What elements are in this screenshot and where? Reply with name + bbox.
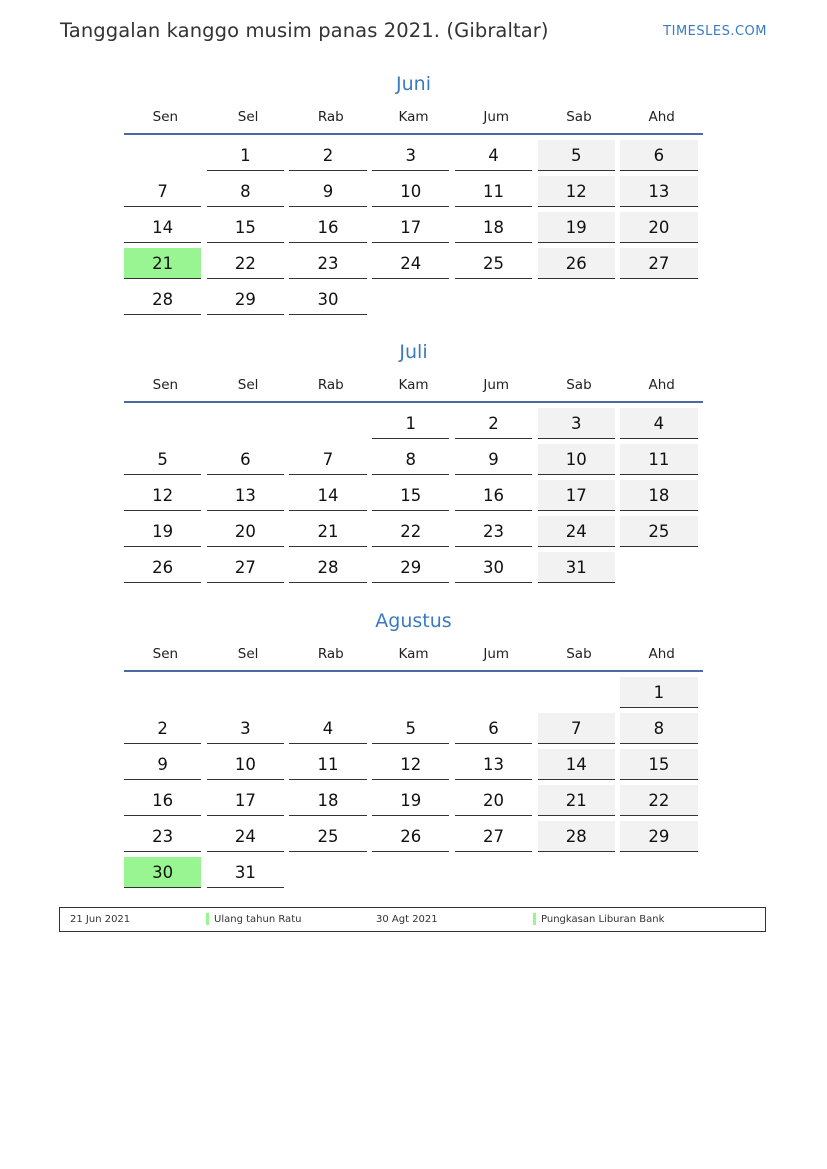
- day-cell[interactable]: 19: [124, 516, 201, 547]
- day-cell[interactable]: 21: [538, 785, 615, 816]
- day-cell[interactable]: 25: [620, 516, 697, 547]
- week-row: [124, 140, 703, 176]
- day-cell[interactable]: 4: [620, 408, 697, 439]
- weekday-label: Kam: [398, 109, 429, 125]
- day-cell[interactable]: 31: [538, 552, 615, 583]
- day-cell[interactable]: 3: [372, 140, 449, 171]
- weekday-header: [124, 108, 703, 135]
- day-cell[interactable]: 19: [372, 785, 449, 816]
- month-name: Juli: [399, 341, 428, 363]
- day-cell[interactable]: 30: [455, 552, 532, 583]
- legend-date: 30 Agt 2021: [376, 914, 438, 925]
- week-row: [124, 857, 703, 893]
- weekday-label: Sel: [237, 109, 259, 125]
- day-cell[interactable]: 29: [207, 284, 284, 315]
- weekday-label: Ahd: [648, 646, 675, 662]
- day-cell[interactable]: 24: [372, 248, 449, 279]
- day-cell[interactable]: 6: [207, 444, 284, 475]
- month-name: Agustus: [375, 610, 452, 632]
- day-cell[interactable]: 25: [289, 821, 366, 852]
- day-cell[interactable]: 16: [124, 785, 201, 816]
- day-cell[interactable]: 28: [289, 552, 366, 583]
- day-cell[interactable]: 7: [538, 713, 615, 744]
- week-row: [124, 480, 703, 516]
- page-title: Tanggalan kanggo musim panas 2021. (Gibraltar): [60, 19, 549, 42]
- day-cell[interactable]: 14: [289, 480, 366, 511]
- day-cell[interactable]: 31: [207, 857, 284, 888]
- day-cell[interactable]: 5: [124, 444, 201, 475]
- month-juli: [124, 338, 703, 588]
- day-cell[interactable]: 1: [620, 677, 697, 708]
- day-cell[interactable]: 18: [289, 785, 366, 816]
- empty-cell: [124, 677, 201, 708]
- empty-cell: [538, 857, 615, 888]
- day-cell[interactable]: 13: [620, 176, 697, 207]
- empty-cell: [207, 408, 284, 439]
- day-cell[interactable]: 2: [455, 408, 532, 439]
- empty-cell: [372, 284, 449, 315]
- day-cell[interactable]: 10: [372, 176, 449, 207]
- week-row: [124, 552, 703, 588]
- day-cell[interactable]: 20: [455, 785, 532, 816]
- day-cell[interactable]: 19: [538, 212, 615, 243]
- day-cell[interactable]: 11: [620, 444, 697, 475]
- day-cell[interactable]: 27: [620, 248, 697, 279]
- week-row: [124, 212, 703, 248]
- day-cell[interactable]: 14: [538, 749, 615, 780]
- weekday-label: Sab: [566, 646, 592, 662]
- day-cell[interactable]: 9: [124, 749, 201, 780]
- day-cell[interactable]: 23: [124, 821, 201, 852]
- empty-cell: [620, 857, 697, 888]
- day-cell[interactable]: 29: [372, 552, 449, 583]
- day-cell[interactable]: 11: [289, 749, 366, 780]
- weekday-label: Rab: [317, 377, 344, 393]
- weekday-label: Rab: [317, 646, 344, 662]
- empty-cell: [620, 552, 697, 583]
- weekday-label: Sab: [566, 377, 592, 393]
- legend-label: Pungkasan Liburan Bank: [541, 914, 665, 925]
- empty-cell: [455, 284, 532, 315]
- weekday-header: [124, 376, 703, 403]
- day-cell[interactable]: 20: [620, 212, 697, 243]
- weekday-label: Kam: [398, 377, 429, 393]
- week-row: [124, 444, 703, 480]
- day-cell[interactable]: 5: [538, 140, 615, 171]
- day-cell[interactable]: 18: [455, 212, 532, 243]
- legend-label: Ulang tahun Ratu: [214, 914, 302, 925]
- day-cell[interactable]: 22: [207, 248, 284, 279]
- day-cell[interactable]: 8: [207, 176, 284, 207]
- empty-cell: [620, 284, 697, 315]
- weekday-label: Sen: [152, 646, 179, 662]
- week-row: [124, 713, 703, 749]
- legend-date: 21 Jun 2021: [70, 914, 131, 925]
- day-cell[interactable]: 23: [455, 516, 532, 547]
- day-cell[interactable]: 21: [289, 516, 366, 547]
- empty-cell: [124, 140, 201, 171]
- day-cell[interactable]: 24: [207, 821, 284, 852]
- day-cell[interactable]: 24: [538, 516, 615, 547]
- day-cell[interactable]: 12: [124, 480, 201, 511]
- empty-cell: [538, 284, 615, 315]
- day-cell[interactable]: 17: [538, 480, 615, 511]
- empty-cell: [455, 857, 532, 888]
- day-cell[interactable]: 6: [455, 713, 532, 744]
- weekday-label: Sen: [152, 377, 179, 393]
- month-name: Juni: [396, 73, 431, 95]
- empty-cell: [372, 677, 449, 708]
- empty-cell: [538, 677, 615, 708]
- brand-link[interactable]: TIMESLES.COM: [663, 24, 767, 39]
- empty-cell: [372, 857, 449, 888]
- day-cell[interactable]: 16: [289, 212, 366, 243]
- day-cell[interactable]: 30: [289, 284, 366, 315]
- day-cell[interactable]: 28: [538, 821, 615, 852]
- empty-cell: [207, 677, 284, 708]
- empty-cell: [455, 677, 532, 708]
- day-cell[interactable]: 17: [207, 785, 284, 816]
- day-cell[interactable]: 3: [207, 713, 284, 744]
- week-row: [124, 408, 703, 444]
- day-cell[interactable]: 2: [124, 713, 201, 744]
- empty-cell: [289, 408, 366, 439]
- weekday-label: Jum: [483, 646, 510, 662]
- day-cell[interactable]: 3: [538, 408, 615, 439]
- weekday-label: Ahd: [648, 109, 675, 125]
- day-cell[interactable]: 26: [124, 552, 201, 583]
- day-cell[interactable]: 27: [455, 821, 532, 852]
- weekday-label: Ahd: [648, 377, 675, 393]
- day-cell[interactable]: 11: [455, 176, 532, 207]
- day-cell[interactable]: 28: [124, 284, 201, 315]
- weekday-label: Rab: [317, 109, 344, 125]
- weekday-label: Sen: [152, 109, 179, 125]
- day-cell[interactable]: 12: [538, 176, 615, 207]
- holiday-legend: [59, 907, 766, 932]
- day-cell[interactable]: 15: [207, 212, 284, 243]
- day-cell[interactable]: 29: [620, 821, 697, 852]
- day-cell[interactable]: 10: [207, 749, 284, 780]
- day-cell[interactable]: 5: [372, 713, 449, 744]
- empty-cell: [289, 677, 366, 708]
- day-cell[interactable]: 14: [124, 212, 201, 243]
- day-cell[interactable]: 7: [124, 176, 201, 207]
- day-cell[interactable]: 22: [372, 516, 449, 547]
- day-cell[interactable]: 26: [538, 248, 615, 279]
- week-row: [124, 677, 703, 713]
- day-cell[interactable]: 13: [207, 480, 284, 511]
- holiday-day-cell[interactable]: 30: [124, 857, 201, 888]
- week-row: [124, 516, 703, 552]
- holiday-day-cell[interactable]: 21: [124, 248, 201, 279]
- day-cell[interactable]: 7: [289, 444, 366, 475]
- day-cell[interactable]: 15: [620, 749, 697, 780]
- day-cell[interactable]: 16: [455, 480, 532, 511]
- day-cell[interactable]: 4: [455, 140, 532, 171]
- day-cell[interactable]: 25: [455, 248, 532, 279]
- weekday-label: Sel: [237, 377, 259, 393]
- day-cell[interactable]: 27: [207, 552, 284, 583]
- empty-cell: [289, 857, 366, 888]
- day-cell[interactable]: 8: [372, 444, 449, 475]
- day-cell[interactable]: 2: [289, 140, 366, 171]
- holiday-color-mark: [206, 913, 209, 925]
- day-cell[interactable]: 9: [455, 444, 532, 475]
- weekday-label: Jum: [483, 377, 510, 393]
- month-agustus: [124, 607, 703, 893]
- week-row: [124, 821, 703, 857]
- day-cell[interactable]: 6: [620, 140, 697, 171]
- week-row: [124, 785, 703, 821]
- day-cell[interactable]: 17: [372, 212, 449, 243]
- day-cell[interactable]: 15: [372, 480, 449, 511]
- weekday-header: [124, 645, 703, 672]
- day-cell[interactable]: 1: [372, 408, 449, 439]
- day-cell[interactable]: 9: [289, 176, 366, 207]
- weekday-label: Sel: [237, 646, 259, 662]
- day-cell[interactable]: 23: [289, 248, 366, 279]
- day-cell[interactable]: 13: [455, 749, 532, 780]
- day-cell[interactable]: 20: [207, 516, 284, 547]
- holiday-color-mark: [533, 913, 536, 925]
- weekday-label: Sab: [566, 109, 592, 125]
- month-juni: [124, 70, 703, 320]
- empty-cell: [124, 408, 201, 439]
- day-cell[interactable]: 1: [207, 140, 284, 171]
- day-cell[interactable]: 12: [372, 749, 449, 780]
- weekday-label: Kam: [398, 646, 429, 662]
- day-cell[interactable]: 22: [620, 785, 697, 816]
- week-row: [124, 248, 703, 284]
- week-row: [124, 749, 703, 785]
- day-cell[interactable]: 8: [620, 713, 697, 744]
- day-cell[interactable]: 10: [538, 444, 615, 475]
- day-cell[interactable]: 26: [372, 821, 449, 852]
- weekday-label: Jum: [483, 109, 510, 125]
- week-row: [124, 284, 703, 320]
- week-row: [124, 176, 703, 212]
- day-cell[interactable]: 4: [289, 713, 366, 744]
- day-cell[interactable]: 18: [620, 480, 697, 511]
